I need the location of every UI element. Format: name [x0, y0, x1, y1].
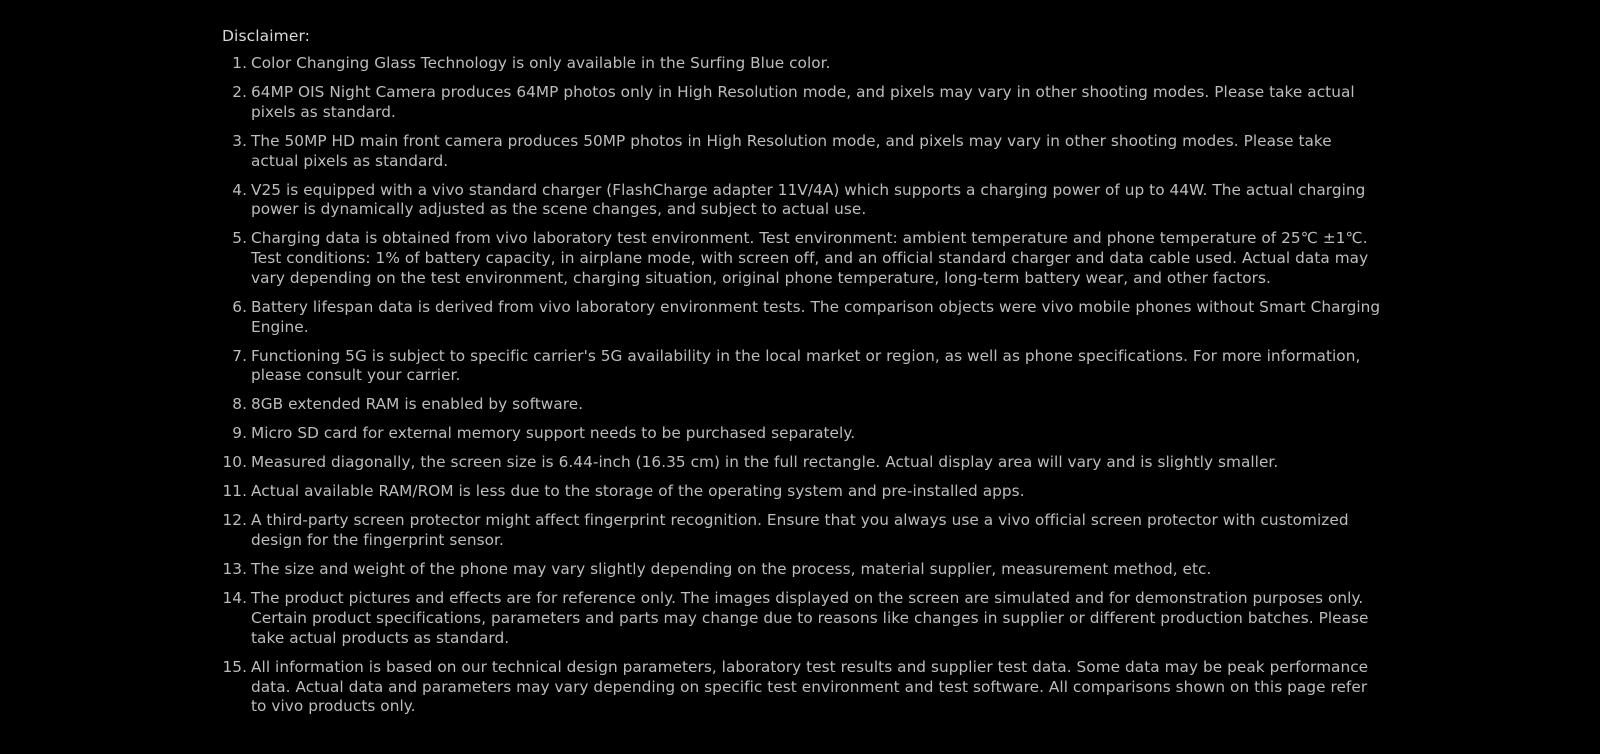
list-item: [222, 453, 1382, 473]
list-item-number: 13.: [222, 560, 247, 579]
list-item-number: 8.: [232, 395, 247, 414]
list-item-number: 6.: [232, 297, 247, 316]
list-item-number: 5.: [232, 229, 247, 248]
list-item-number: 14.: [222, 589, 247, 608]
list-item: [222, 83, 1382, 123]
disclaimer-section: [222, 26, 1382, 726]
list-item: [222, 54, 1382, 74]
list-item-number: 1.: [232, 54, 247, 72]
disclaimer-title: Disclaimer:: [222, 27, 311, 45]
list-item-text: Actual available RAM/ROM is less due to the storage of the operating system and pre-installed apps.: [251, 482, 1025, 501]
list-item-text: The 50MP HD main front camera produces 50MP photos in High Resolution mode, and pixels may vary in other shooting modes. Please take actual pixels as standard.: [251, 131, 1332, 170]
list-item: [222, 395, 1382, 415]
list-item: [222, 482, 1382, 502]
list-item-text: Charging data is obtained from vivo laboratory test environment. Test environment: ambient temperature and phone temperature of 25℃ ±1℃. Test conditions: 1% of battery capacity, in airplane mode, with screen off, and an official standard charger and data cable used. Actual data may vary depending on the test environment, charging situation, original phone temperature, long-term battery wear, and other factors.: [251, 229, 1369, 287]
list-item: [222, 132, 1382, 172]
list-item: [222, 424, 1382, 444]
list-item-number: 3.: [232, 131, 247, 150]
list-item-number: 4.: [232, 180, 247, 199]
disclaimer-list: [222, 54, 1382, 717]
list-item-text: All information is based on our technical design parameters, laboratory test results and supplier test data. Some data may be peak performance data. Actual data and parameters may vary depending on specific test environment and test software. All comparisons shown on this page refer to vivo products only.: [251, 657, 1369, 716]
list-item-text: The size and weight of the phone may vary slightly depending on the process, material supplier, measurement method, etc.: [251, 560, 1212, 579]
list-item-text: Micro SD card for external memory support needs to be purchased separately.: [251, 424, 856, 443]
list-item-text: Functioning 5G is subject to specific carrier's 5G availability in the local market or region, as well as phone specifications. For more information, please consult your carrier.: [251, 346, 1361, 385]
list-item: [222, 511, 1382, 551]
list-item: [222, 560, 1382, 580]
list-item-text: A third-party screen protector might affect fingerprint recognition. Ensure that you always use a vivo official screen protector with customized design for the fingerprint sensor.: [251, 511, 1349, 550]
list-item: [222, 658, 1382, 717]
list-item-number: 2.: [232, 82, 247, 101]
list-item-text: V25 is equipped with a vivo standard charger (FlashCharge adapter 11V/4A) which supports a charging power of up to 44W. The actual charging power is dynamically adjusted as the scene changes, and subject to actual use.: [251, 180, 1366, 219]
list-item-text: Measured diagonally, the screen size is 6.44-inch (16.35 cm) in the full rectangle. Actual display area will vary and is slightly smaller.: [251, 453, 1279, 472]
list-item-text: Battery lifespan data is derived from vivo laboratory environment tests. The comparison objects were vivo mobile phones without Smart Charging Engine.: [251, 297, 1381, 336]
list-item: [222, 229, 1382, 288]
list-item-number: 15.: [222, 657, 247, 676]
list-item-number: 10.: [222, 453, 247, 472]
list-item: [222, 347, 1382, 387]
list-item-text: The product pictures and effects are for reference only. The images displayed on the screen are simulated and for demonstration purposes only. Certain product specifications, parameters and parts may change due to reasons like changes in supplier or different production batches. Please take actual products as standard.: [251, 589, 1369, 647]
list-item: [222, 181, 1382, 221]
list-item: [222, 298, 1382, 338]
list-item-number: 11.: [222, 482, 247, 501]
list-item-number: 7.: [232, 346, 247, 365]
list-item-number: 12.: [222, 511, 247, 530]
list-item-number: 9.: [232, 424, 247, 443]
list-item-text: 8GB extended RAM is enabled by software.: [251, 395, 584, 414]
list-item: [222, 589, 1382, 648]
list-item-text: Color Changing Glass Technology is only available in the Surfing Blue color.: [251, 54, 831, 72]
list-item-text: 64MP OIS Night Camera produces 64MP photos only in High Resolution mode, and pixels may vary in other shooting modes. Please take actual pixels as standard.: [251, 82, 1355, 121]
